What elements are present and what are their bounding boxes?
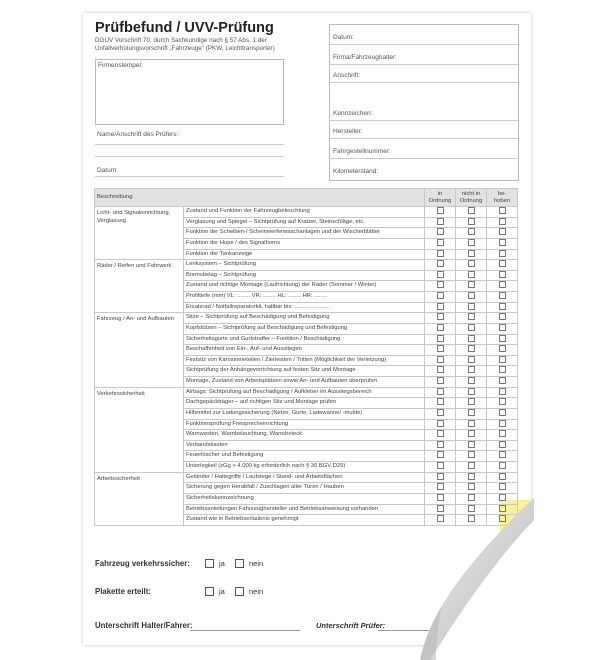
not-ok-checkbox[interactable] [468,483,475,490]
vehicle-field-label: Kennzeichen: [333,110,373,117]
check-item-label: Zustand und Funktion der Fahrzeugbeleuchtung [184,207,425,218]
fixed-checkbox[interactable] [499,398,506,405]
check-item-label: Sitze – Sichtprüfung auf Beschädigung und Befestigung [184,313,425,324]
checkbox-cell [425,504,456,515]
roadworthy-no-checkbox[interactable] [235,559,244,568]
fixed-checkbox[interactable] [499,324,506,331]
fixed-checkbox[interactable] [499,281,506,288]
check-item-label: Airbags: Sichtprüfung auf Beschädigung / Aufkleber im Ausstiegsbereich [184,387,425,398]
not-ok-checkbox[interactable] [468,313,475,320]
checkbox-cell [425,366,456,377]
checkbox-cell [487,408,518,419]
ok-checkbox[interactable] [437,398,444,405]
check-item-label: Ersatzrad / Notfallreparaturkit, haltbar bis: ...................... [184,302,425,313]
fixed-checkbox[interactable] [499,313,506,320]
checkbox-cell [425,238,456,249]
category-label: Räder / Reifen und Fahrwerk [95,260,184,313]
not-ok-checkbox[interactable] [468,260,475,267]
checkbox-cell [425,462,456,473]
check-item-label: Funktion der Scheiben-/ Scheinwerferwaschanlagen und der Wischerblätter [184,228,425,239]
checkbox-cell [487,345,518,356]
fixed-checkbox[interactable] [499,218,506,225]
ok-checkbox[interactable] [437,324,444,331]
checkbox-cell [487,462,518,473]
checkbox-cell [456,238,487,249]
fixed-checkbox[interactable] [499,451,506,458]
not-ok-checkbox[interactable] [468,515,475,522]
checkbox-cell [487,217,518,228]
not-ok-checkbox[interactable] [468,409,475,416]
not-ok-checkbox[interactable] [468,388,475,395]
badge-no-checkbox[interactable] [235,587,244,596]
checkbox-cell [425,217,456,228]
checkbox-cell [425,260,456,271]
vehicle-field-line[interactable] [329,158,518,159]
category-label: Verkehrssicherheit [95,387,184,472]
category-label: Arbeitssicherheit [95,472,184,525]
check-item-label: Sichtprüfung der Anhängevorrichtung auf festen Sitz und Montage [184,366,425,377]
ok-checkbox[interactable] [437,356,444,363]
checkbox-cell [456,462,487,473]
check-item-label: Verbandskasten [184,440,425,451]
not-ok-checkbox[interactable] [468,335,475,342]
vehicle-field-label: Anschrift: [333,72,361,79]
table-row [95,207,518,218]
checkbox-cell [456,515,487,526]
checkbox-cell [456,228,487,239]
check-item-label: Sicherheitsgurte und Gurtstraffer – Funktion / Beschädigung [184,334,425,345]
check-item-label: Funktion der Tankanzeige [184,249,425,260]
table-header-row [95,189,518,207]
not-ok-checkbox[interactable] [468,441,475,448]
signature-examiner-line[interactable] [378,630,438,631]
ok-checkbox[interactable] [437,494,444,501]
fixed-checkbox[interactable] [499,441,506,448]
not-ok-checkbox[interactable] [468,356,475,363]
fixed-checkbox[interactable] [499,494,506,501]
checkbox-cell [456,323,487,334]
not-ok-checkbox[interactable] [468,303,475,310]
fixed-checkbox[interactable] [499,292,506,299]
table-row [95,387,518,398]
ok-checkbox[interactable] [437,207,444,214]
checkbox-cell [425,493,456,504]
checkbox-cell [425,292,456,303]
checkbox-cell [487,440,518,451]
checkbox-cell [425,398,456,409]
company-stamp-label: Firmenstempel: [98,62,143,69]
checkbox-cell [487,504,518,515]
fixed-checkbox[interactable] [499,409,506,416]
checkbox-cell [456,493,487,504]
check-item-label: Profiltiefe (mm) VL: ........ VR: ........ HL: ........ HR: ........ [184,292,425,303]
checkbox-cell [487,387,518,398]
checkbox-cell [456,504,487,515]
check-item-label: Verglasung und Spiegel – Sichtprüfung auf Kratzer, Steinschläge, etc. [184,217,425,228]
date-line-left[interactable] [95,176,284,177]
carbon-copy-sheet-bottom [440,615,534,653]
vehicle-field-line[interactable] [329,82,518,83]
checkbox-cell [487,302,518,313]
ok-checkbox[interactable] [437,377,444,384]
fixed-checkbox[interactable] [499,228,506,235]
ok-checkbox[interactable] [437,281,444,288]
check-item-label: Zustand und richtige Montage (Laufrichtung) der Räder (Sommer / Winter) [184,281,425,292]
check-item-label: Festsitz von Karosserieteilen / Zierleisten / Tritten (Möglichkeit der Verletzung) [184,355,425,366]
fixed-checkbox[interactable] [499,388,506,395]
checkbox-cell [487,249,518,260]
ok-checkbox[interactable] [437,303,444,310]
ok-checkbox[interactable] [437,250,444,257]
fixed-checkbox[interactable] [499,366,506,373]
fixed-checkbox[interactable] [499,462,506,469]
not-ok-checkbox[interactable] [468,345,475,352]
checkbox-cell [456,377,487,388]
check-item-label: Feuerlöscher und Befestigung [184,451,425,462]
checkbox-cell [456,281,487,292]
checkbox-cell [456,483,487,494]
fixed-checkbox[interactable] [499,250,506,257]
category-label: Licht- und Signaleinrichtung, Verglasung [95,207,184,260]
checkbox-cell [425,387,456,398]
checkbox-cell [487,451,518,462]
checkbox-cell [425,313,456,324]
checkbox-cell [487,377,518,388]
checkbox-cell [456,260,487,271]
ok-checkbox[interactable] [437,335,444,342]
vehicle-field-label: Kilometerstand: [333,168,379,175]
checkbox-cell [425,345,456,356]
not-ok-checkbox[interactable] [468,462,475,469]
checkbox-cell [425,270,456,281]
checkbox-cell [487,355,518,366]
ok-checkbox[interactable] [437,313,444,320]
ok-checkbox[interactable] [437,420,444,427]
not-ok-checkbox[interactable] [468,398,475,405]
ok-checkbox[interactable] [437,292,444,299]
check-item-label: Lenksystem – Sichtprüfung [184,260,425,271]
checkbox-cell [487,430,518,441]
ok-checkbox[interactable] [437,228,444,235]
checkbox-cell [487,366,518,377]
ok-checkbox[interactable] [437,409,444,416]
fixed-checkbox[interactable] [499,345,506,352]
checkbox-cell [456,249,487,260]
checkbox-cell [456,207,487,218]
checkbox-cell [425,355,456,366]
checkbox-cell [487,398,518,409]
checkbox-cell [425,334,456,345]
roadworthy-yes-checkbox[interactable] [205,559,214,568]
fixed-checkbox[interactable] [499,207,506,214]
fixed-checkbox[interactable] [499,483,506,490]
col-ok: in Ordnung [425,189,456,207]
ok-checkbox[interactable] [437,430,444,437]
checkbox-cell [487,270,518,281]
ok-checkbox[interactable] [437,462,444,469]
checkbox-cell [456,345,487,356]
checkbox-cell [487,228,518,239]
check-item-label: Hilfsmittel zur Ladungssicherung (Netze, Gurte, Ladewanne/ -mulde) [184,408,425,419]
not-ok-checkbox[interactable] [468,228,475,235]
examiner-label: Name/Anschrift des Prüfers: [97,131,179,138]
checkbox-cell [456,430,487,441]
checkbox-cell [456,472,487,483]
not-ok-checkbox[interactable] [468,239,475,246]
checkbox-cell [487,260,518,271]
checkbox-cell [487,493,518,504]
checkbox-cell [487,483,518,494]
fixed-checkbox[interactable] [499,505,506,512]
checkbox-cell [487,334,518,345]
signature-examiner-label: Unterschrift Prüfer: [316,621,386,630]
check-item-label: Funktion der Hupe / des Signalhorns [184,238,425,249]
checkbox-cell [425,515,456,526]
not-ok-checkbox[interactable] [468,281,475,288]
checkbox-cell [425,302,456,313]
checkbox-cell [456,334,487,345]
fixed-checkbox[interactable] [499,473,506,480]
check-item-label: Zustand wie in Betriebserlaubnis genehmigt [184,515,425,526]
badge-no-label: nein [249,587,264,596]
checkbox-cell [487,238,518,249]
checkbox-cell [456,292,487,303]
checkbox-cell [425,440,456,451]
checkbox-cell [425,323,456,334]
not-ok-checkbox[interactable] [468,494,475,501]
checkbox-cell [456,313,487,324]
fixed-checkbox[interactable] [499,420,506,427]
fixed-checkbox[interactable] [499,356,506,363]
check-item-label: Sicherheitskennzeichnung [184,493,425,504]
table-row [95,472,518,483]
not-ok-checkbox[interactable] [468,218,475,225]
ok-checkbox[interactable] [437,451,444,458]
ok-checkbox[interactable] [437,515,444,522]
check-item-label: Betriebsanleitungen Fahrzeughersteller und Betriebsanweisung vorhanden [184,504,425,515]
not-ok-checkbox[interactable] [468,473,475,480]
signature-owner-label: Unterschrift Halter/Fahrer: [95,621,193,630]
vehicle-field-label: Hersteller: [333,128,363,135]
fixed-checkbox[interactable] [499,335,506,342]
not-ok-checkbox[interactable] [468,207,475,214]
checkbox-cell [487,281,518,292]
ok-checkbox[interactable] [437,260,444,267]
checkbox-cell [456,270,487,281]
vehicle-field-line[interactable] [329,138,518,139]
check-item-label: Warnwesten, Warnbeleuchtung, Warndreieck [184,430,425,441]
not-ok-checkbox[interactable] [468,451,475,458]
table-row [95,260,518,271]
checkbox-cell [425,430,456,441]
checkbox-cell [425,228,456,239]
badge-yes-label: ja [219,587,225,596]
form-title: Prüfbefund / UVV-Prüfung [95,20,274,36]
checkbox-cell [487,313,518,324]
checkbox-cell [425,377,456,388]
ok-checkbox[interactable] [437,366,444,373]
checkbox-cell [487,419,518,430]
examiner-line[interactable] [95,144,284,145]
check-item-label: Beschaffenheit von Ein-, Auf- und Ausstiegen [184,345,425,356]
check-item-label: Unterlegkeil (zGg > 4.000 kg erforderlich nach § 30 BGV D29) [184,462,425,473]
col-not-ok: nicht in Ordnung [456,189,487,207]
fixed-checkbox[interactable] [499,239,506,246]
checkbox-cell [456,419,487,430]
fixed-checkbox[interactable] [499,430,506,437]
ok-checkbox[interactable] [437,271,444,278]
checkbox-cell [456,387,487,398]
checkbox-cell [487,472,518,483]
checkbox-cell [487,323,518,334]
badge-label: Plakette erteilt: [95,587,151,596]
checkbox-cell [456,302,487,313]
date-label-left: Datum: [97,167,118,174]
check-item-label: Kopfstützen – Sichtprüfung auf Beschädigung und Befestigung [184,323,425,334]
ok-checkbox[interactable] [437,239,444,246]
vehicle-field-line[interactable] [329,44,518,45]
col-description: Beschreibung [95,189,425,207]
checkbox-cell [456,408,487,419]
check-item-label: Geländer / Haltegriffe / Laufstege / Stand- und Arbeitsflächen [184,472,425,483]
not-ok-checkbox[interactable] [468,271,475,278]
check-item-label: Montage, Zustand von Arbeitsplätzen sowie An- und Aufbauten überprüfen [184,377,425,388]
checkbox-cell [456,440,487,451]
not-ok-checkbox[interactable] [468,292,475,299]
roadworthy-no-label: nein [249,559,264,568]
checkbox-cell [456,398,487,409]
not-ok-checkbox[interactable] [468,324,475,331]
not-ok-checkbox[interactable] [468,250,475,257]
checklist-table [94,188,518,526]
roadworthy-label: Fahrzeug verkehrssicher: [95,559,190,568]
examiner-line-2[interactable] [95,156,284,157]
roadworthy-yes-label: ja [219,559,225,568]
checkbox-cell [487,207,518,218]
fixed-checkbox[interactable] [499,260,506,267]
form-subtitle: DGUV Vorschrift 70, durch Sachkundige nach § 57 Abs. 1 der Unfallverhütungsvorschrift „Fahrzeuge" (PKW, Leichttransporter) [95,37,275,52]
checkbox-cell [425,483,456,494]
ok-checkbox[interactable] [437,505,444,512]
check-item-label: Bremsbelag – Sichtprüfung [184,270,425,281]
vehicle-field-label: Firma/Fahrzeughalter: [333,54,397,61]
check-item-label: Dachgepäckträger – auf richtigen Sitz und Montage prüfen [184,398,425,409]
not-ok-checkbox[interactable] [468,377,475,384]
check-item-label: Sicherung gegen Herabfall / Zuschlagen aller Türen / Hauben [184,483,425,494]
check-item-label: Funktionsprüfung Freisprecheinrichtung [184,419,425,430]
ok-checkbox[interactable] [437,483,444,490]
checkbox-cell [456,451,487,462]
not-ok-checkbox[interactable] [468,420,475,427]
ok-checkbox[interactable] [437,388,444,395]
ok-checkbox[interactable] [437,473,444,480]
checkbox-cell [425,249,456,260]
vehicle-field-label: Datum: [333,34,354,41]
table-row [95,313,518,324]
checkbox-cell [425,408,456,419]
vehicle-field-label: Fahrgestellnummer: [333,148,391,155]
signature-owner-line[interactable] [190,630,300,631]
not-ok-checkbox[interactable] [468,366,475,373]
ok-checkbox[interactable] [437,441,444,448]
badge-yes-checkbox[interactable] [205,587,214,596]
category-label: Fahrzeug / An- und Aufbauten [95,313,184,387]
checkbox-cell [456,366,487,377]
not-ok-checkbox[interactable] [468,505,475,512]
fixed-checkbox[interactable] [499,377,506,384]
vehicle-field-line[interactable] [329,64,518,65]
ok-checkbox[interactable] [437,218,444,225]
checkbox-cell [425,472,456,483]
checkbox-cell [487,292,518,303]
fixed-checkbox[interactable] [499,303,506,310]
checkbox-cell [487,515,518,526]
fixed-checkbox[interactable] [499,515,506,522]
not-ok-checkbox[interactable] [468,430,475,437]
checkbox-cell [425,451,456,462]
checkbox-cell [456,217,487,228]
checkbox-cell [425,419,456,430]
checkbox-cell [456,355,487,366]
checkbox-cell [425,281,456,292]
fixed-checkbox[interactable] [499,271,506,278]
ok-checkbox[interactable] [437,345,444,352]
checkbox-cell [425,207,456,218]
col-fixed: be- hoben [487,189,518,207]
vehicle-field-line[interactable] [329,120,518,121]
